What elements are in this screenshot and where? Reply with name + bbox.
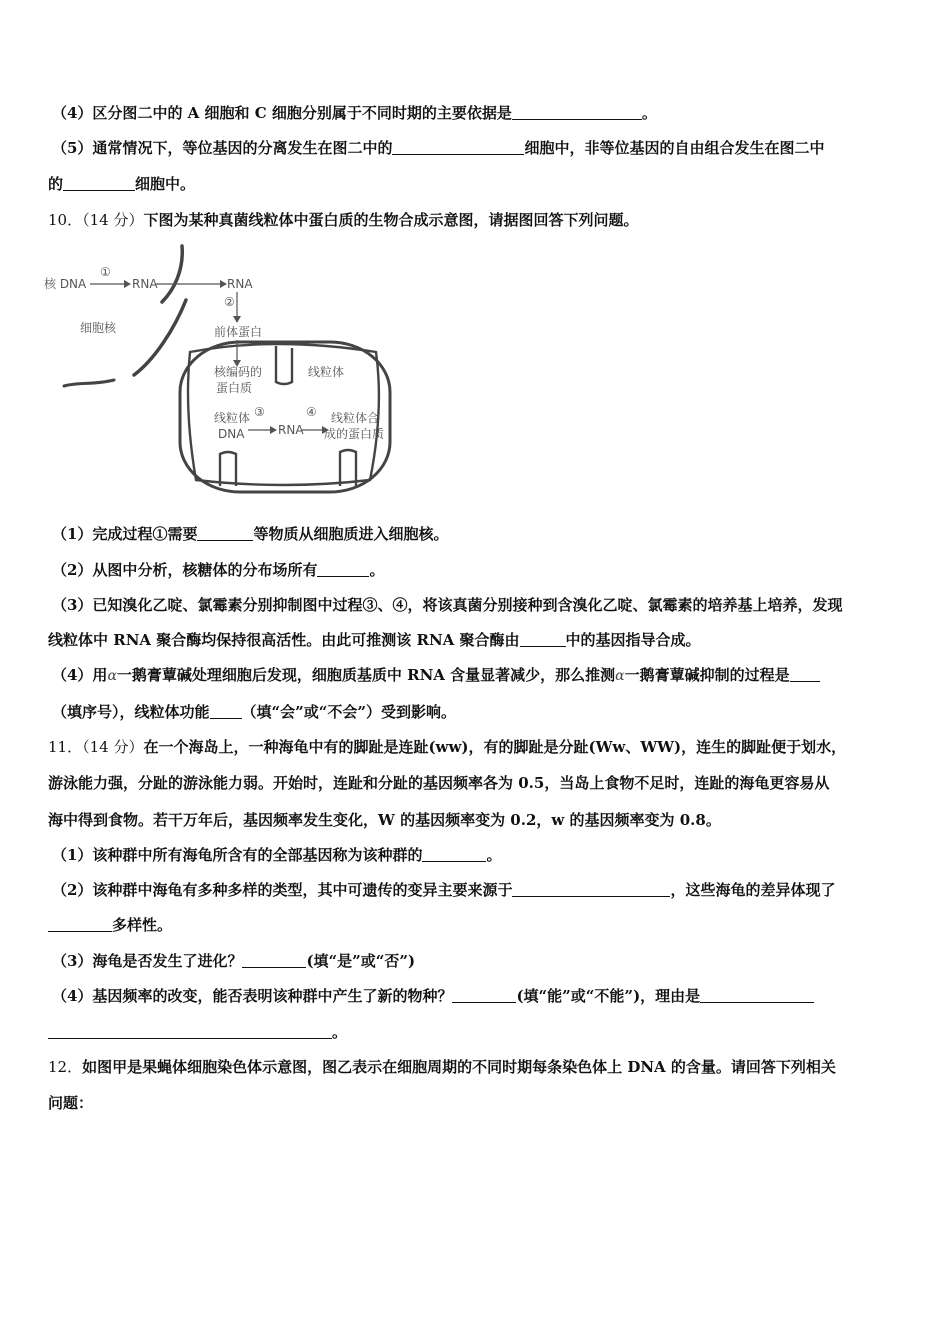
q11-stem-line2: 游泳能力强，分趾的游泳能力弱。开始时，连趾和分趾的基因频率各为 0.5，当岛上食物不足时，连趾的海龟更容易从 <box>48 774 830 792</box>
q10-stem: 10．（14 分）下图为某种真菌线粒体中蛋白质的生物合成示意图，请据图回答下列问题。 <box>48 211 639 229</box>
question-number: 11．（14 分） <box>48 738 144 756</box>
q10-part1: （1）完成过程①需要 等物质从细胞质进入细胞核。 <box>52 525 449 543</box>
q11-part2-line2: 多样性。 <box>48 915 908 935</box>
answer-blank[interactable] <box>512 881 670 897</box>
q11-part1: （1）该种群中所有海龟所含有的全部基因称为该种群的 。 <box>52 846 502 864</box>
q10-part3: （3）已知溴化乙啶、氯霉素分别抑制图中过程③、④，将该真菌分别接种到含溴化乙啶、氯霉素的培养基上培养，发现 <box>52 596 843 614</box>
q11-part3: （3）海龟是否发生了进化？ (填“是”或“否”) <box>52 952 416 970</box>
q10-part4: （4）用α一鹅膏蕈碱处理细胞后发现，细胞质基质中 RNA 含量显著减少，那么推测α一鹅膏蕈碱抑制的过程是 <box>52 665 912 686</box>
nucleus-label: 细胞核 <box>80 321 117 335</box>
q10-part3-line2: 线粒体中 RNA 聚合酶均保持很高活性。由此可推测该 RNA 聚合酶由 中的基因指导合成。 <box>48 631 701 649</box>
nuclear-encoded-protein-label-2: 蛋白质 <box>216 381 253 395</box>
answer-blank[interactable] <box>48 916 112 932</box>
q12-stem-line1: 12．如图甲是果蝇体细胞染色体示意图，图乙表示在细胞周期的不同时期每条染色体上 DNA 的含量。请回答下列相关 <box>48 1058 836 1076</box>
nuclear-encoded-protein-label-1: 核编码的 <box>214 365 263 379</box>
mitochondrion-label: 线粒体 <box>308 365 345 379</box>
answer-blank[interactable] <box>317 561 369 577</box>
answer-blank[interactable] <box>452 987 516 1003</box>
answer-blank[interactable] <box>700 987 814 1003</box>
answer-blank[interactable] <box>242 952 306 968</box>
q11-stem-line1: 11．（14 分）在一个海岛上，一种海龟中有的脚趾是连趾(ww)，有的脚趾是分趾(Ww、WW)，连生的脚趾便于划水， <box>48 738 847 756</box>
rna-label-3: RNA <box>278 423 304 437</box>
question-number: 10．（14 分） <box>48 211 144 229</box>
mito-protein-label-2: 成的蛋白质 <box>324 427 385 441</box>
answer-blank[interactable] <box>210 703 242 719</box>
mito-dna-label-2: DNA <box>218 427 245 441</box>
rna-label-1: RNA <box>132 277 158 291</box>
q11-part4-line2: 。 <box>48 1022 908 1042</box>
answer-blank[interactable] <box>790 666 820 682</box>
nuclear-dna-label: 核 DNA <box>44 277 87 291</box>
step-4-label: ④ <box>306 405 317 419</box>
mitochondria-protein-synthesis-diagram <box>44 240 394 500</box>
q12-stem-line2: 问题： <box>48 1094 94 1112</box>
q9-part4-text: （4）区分图二中的 A 细胞和 C 细胞分别属于不同时期的主要依据是 <box>52 104 512 122</box>
step-2-label: ② <box>224 295 235 309</box>
q11-stem-line3: 海中得到食物。若干万年后，基因频率发生变化，W 的基因频率变为 0.2，w 的基因频率变为 0.8。 <box>48 811 721 829</box>
mito-protein-label-1: 线粒体合 <box>331 411 380 425</box>
rna-label-2: RNA <box>227 277 253 291</box>
alpha-symbol: α <box>615 668 625 684</box>
answer-blank[interactable] <box>48 1023 332 1039</box>
q9-part5-line2: 的 细胞中。 <box>48 175 196 193</box>
q11-part4: （4）基因频率的改变，能否表明该种群中产生了新的物种？ (填“能”或“不能”)，理由是 <box>52 986 912 1006</box>
question-number: 12． <box>48 1058 83 1076</box>
step-1-label: ① <box>100 265 111 279</box>
q10-part4-line2: （填序号），线粒体功能 （填“会”或“不会”）受到影响。 <box>52 703 457 721</box>
q11-part2: （2）该种群中海龟有多种多样的类型，其中可遗传的变异主要来源于 ，这些海龟的差异体现了 <box>52 881 836 899</box>
alpha-symbol: α <box>107 668 117 684</box>
answer-blank[interactable] <box>520 631 566 647</box>
answer-blank[interactable] <box>422 846 486 862</box>
precursor-protein-label: 前体蛋白 <box>214 325 263 339</box>
answer-blank[interactable] <box>197 525 253 541</box>
q9-part5: （5）通常情况下，等位基因的分离发生在图二中的 细胞中，非等位基因的自由组合发生在图二中 <box>52 139 825 157</box>
answer-blank[interactable] <box>512 104 642 120</box>
step-3-label: ③ <box>254 405 265 419</box>
mito-dna-label-1: 线粒体 <box>214 411 251 425</box>
q9-part4: （4）区分图二中的 A 细胞和 C 细胞分别属于不同时期的主要依据是 。 <box>52 104 657 122</box>
q10-part2: （2）从图中分析，核糖体的分布场所有 。 <box>52 561 385 579</box>
answer-blank[interactable] <box>63 175 135 191</box>
answer-blank[interactable] <box>392 139 524 155</box>
